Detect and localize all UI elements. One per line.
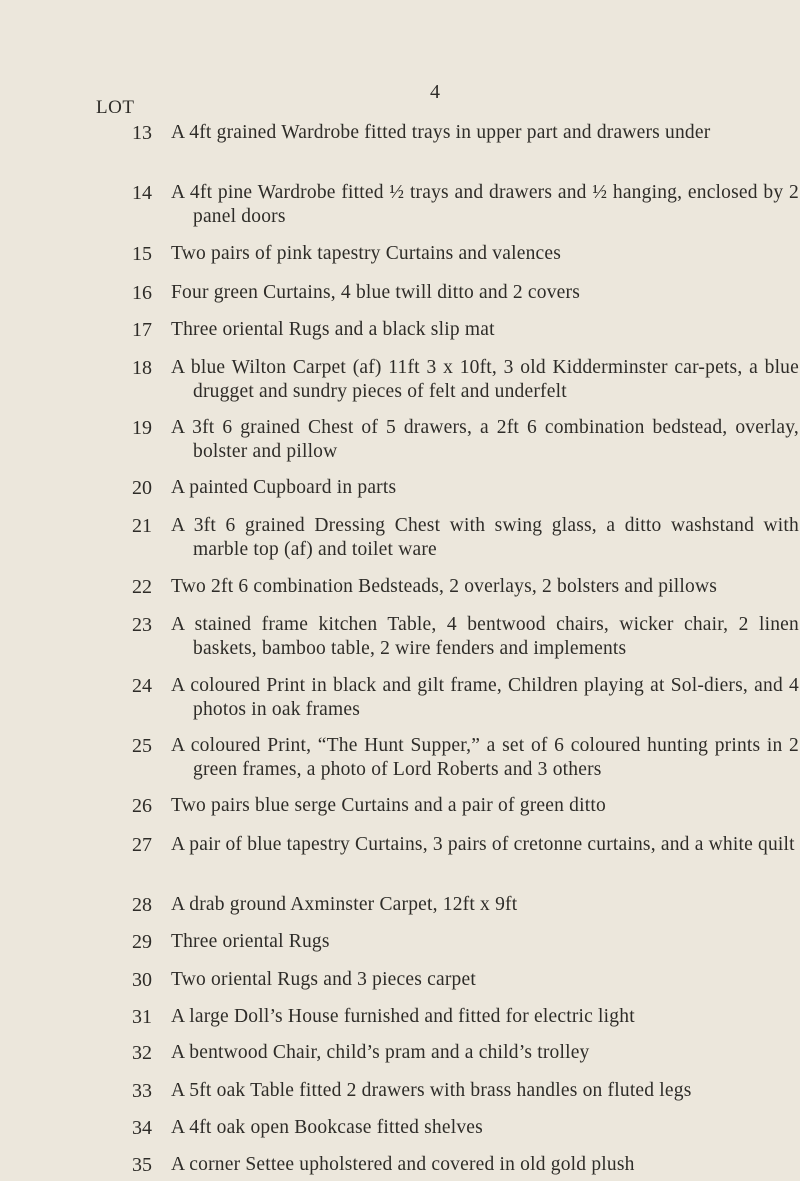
lot-description: A bentwood Chair, child’s pram and a child’s trolley <box>171 1042 590 1063</box>
lot-number: 18 <box>132 357 152 379</box>
lot-description: A 5ft oak Table fitted 2 drawers with brass handles on fluted legs <box>171 1080 692 1101</box>
lot-number: 23 <box>132 614 152 636</box>
lot-description: Two oriental Rugs and 3 pieces carpet <box>171 969 476 990</box>
lot-number: 32 <box>132 1042 152 1064</box>
lot-description: Two pairs of pink tapestry Curtains and valences <box>171 243 562 264</box>
lot-description: A painted Cupboard in parts <box>171 477 397 498</box>
lot-number: 25 <box>132 735 152 757</box>
lot-number: 15 <box>132 243 152 265</box>
lot-description: Two 2ft 6 combination Bedsteads, 2 overlays, 2 bolsters and pillows <box>171 576 718 597</box>
lot-number: 13 <box>132 122 152 144</box>
lot-description: A 4ft oak open Bookcase fitted shelves <box>171 1117 483 1138</box>
lot-description: Two pairs blue serge Curtains and a pair of green ditto <box>171 795 606 816</box>
lot-number: 20 <box>132 477 152 499</box>
lot-description: A pair of blue tapestry Curtains, 3 pairs of cretonne curtains, and a white quilt <box>171 834 795 855</box>
lot-number: 21 <box>132 515 152 537</box>
lot-number: 14 <box>132 182 152 204</box>
lot-description: A 4ft pine Wardrobe fitted ½ trays and drawers and ½ hanging, enclosed by 2 panel doors <box>171 182 799 227</box>
lot-number: 28 <box>132 894 152 916</box>
lot-description: A coloured Print, “The Hunt Supper,” a set of 6 coloured hunting prints in 2 green frames, a photo of Lord Roberts and 3 others <box>171 735 799 780</box>
lot-number: 19 <box>132 417 152 439</box>
lot-number: 24 <box>132 675 152 697</box>
lot-number: 17 <box>132 319 152 341</box>
lot-description: A corner Settee upholstered and covered in old gold plush <box>171 1154 635 1175</box>
lot-description: A 3ft 6 grained Chest of 5 drawers, a 2ft 6 combination bedstead, overlay, bolster and pillow <box>171 417 799 462</box>
lot-number: 31 <box>132 1006 152 1028</box>
lot-number: 34 <box>132 1117 152 1139</box>
page-number: 4 <box>430 81 440 103</box>
lot-number: 29 <box>132 931 152 953</box>
lot-description: A stained frame kitchen Table, 4 bentwood chairs, wicker chair, 2 linen baskets, bamboo table, 2 wire fenders and implements <box>171 614 799 659</box>
lot-description: Four green Curtains, 4 blue twill ditto and 2 covers <box>171 282 580 303</box>
lot-description: A coloured Print in black and gilt frame, Children playing at Sol-diers, and 4 photos in oak frames <box>171 675 799 720</box>
lot-description: A blue Wilton Carpet (af) 11ft 3 x 10ft, 3 old Kidderminster car-pets, a blue drugget and sundry pieces of felt and underfelt <box>171 357 799 402</box>
lot-number: 16 <box>132 282 152 304</box>
lot-description: A 3ft 6 grained Dressing Chest with swing glass, a ditto washstand with marble top (af) and toilet ware <box>171 515 799 560</box>
lot-description: Three oriental Rugs <box>171 931 330 952</box>
lot-description: A 4ft grained Wardrobe fitted trays in upper part and drawers under <box>171 122 711 143</box>
lot-number: 35 <box>132 1154 152 1176</box>
lot-description: Three oriental Rugs and a black slip mat <box>171 319 495 340</box>
lot-number: 33 <box>132 1080 152 1102</box>
lot-description: A large Doll’s House furnished and fitted for electric light <box>171 1006 635 1027</box>
lot-description: A drab ground Axminster Carpet, 12ft x 9ft <box>171 894 518 915</box>
lot-number: 26 <box>132 795 152 817</box>
lot-number: 22 <box>132 576 152 598</box>
lot-number: 27 <box>132 834 152 856</box>
lot-number: 30 <box>132 969 152 991</box>
lot-column-heading: LOT <box>96 97 135 118</box>
